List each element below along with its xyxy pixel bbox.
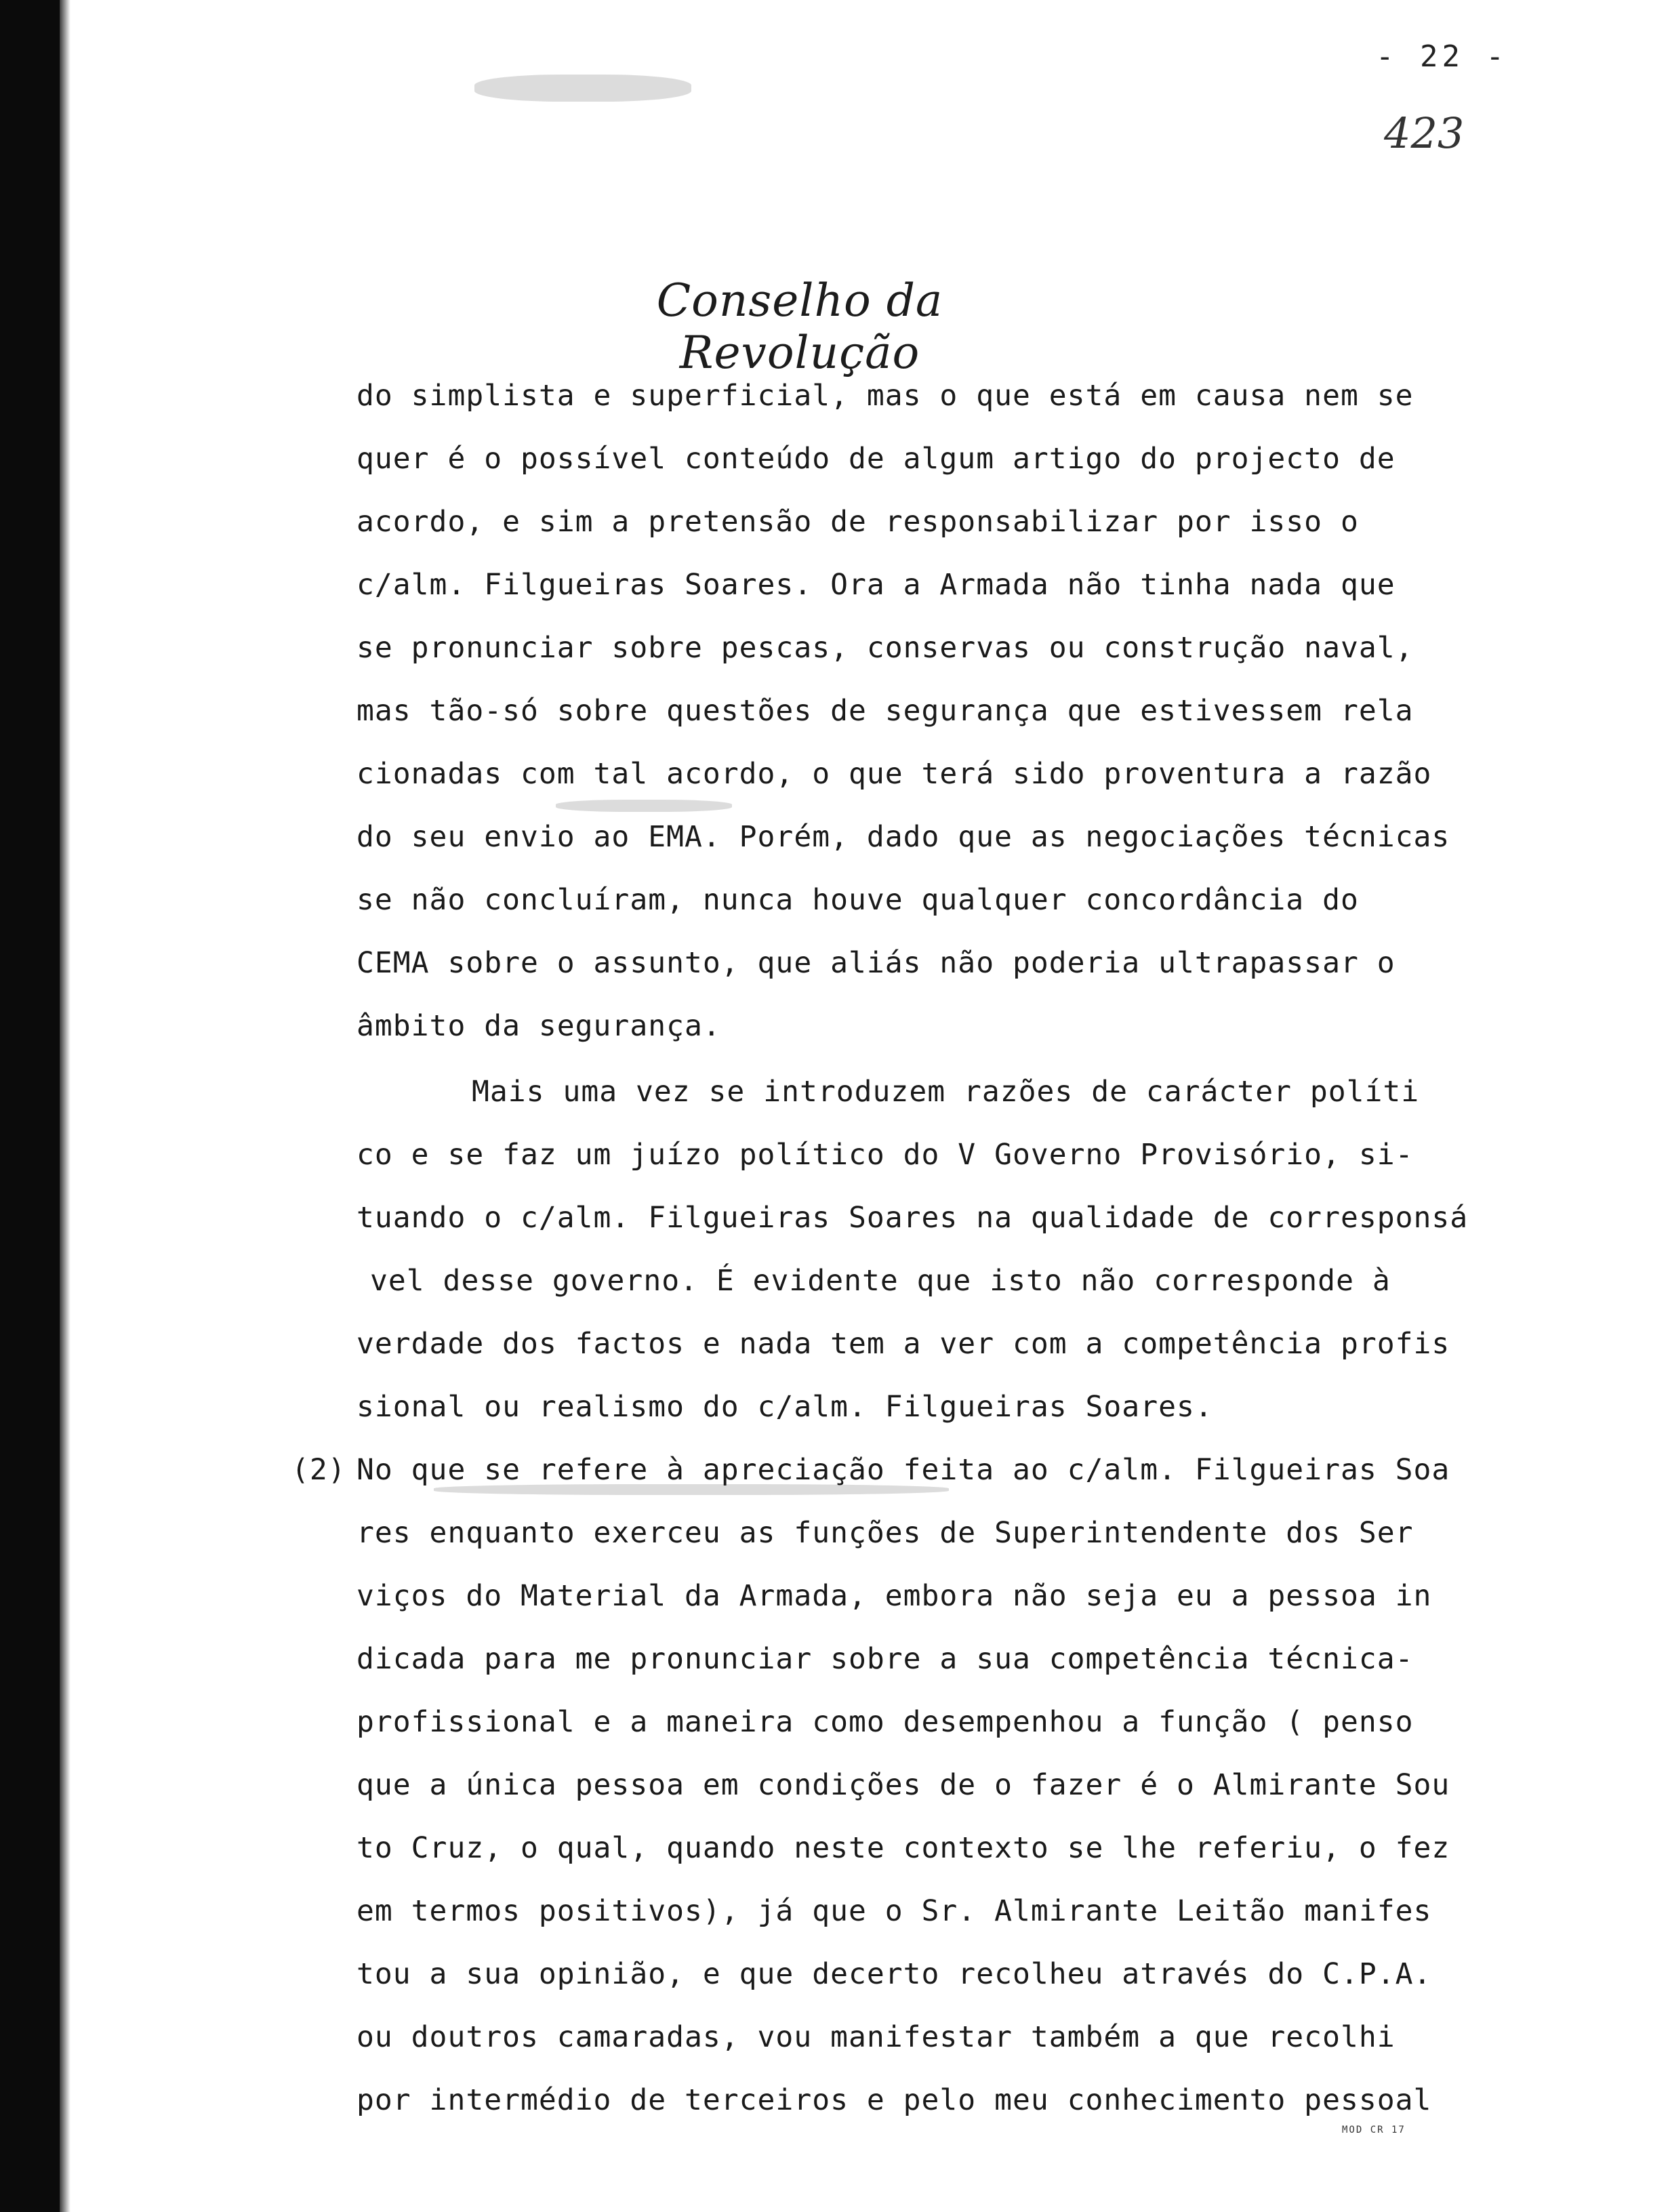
text-line: do seu envio ao EMA. Porém, dado que as negociações técnicas <box>357 820 1450 854</box>
handwritten-folio-number: 423 <box>1384 108 1465 158</box>
text-line: por intermédio de terceiros e pelo meu conhecimento pessoal <box>357 2083 1432 2117</box>
text-line: que a única pessoa em condições de o fazer é o Almirante Sou <box>357 1768 1450 1802</box>
scan-smudge <box>474 75 691 102</box>
text-line: vel desse governo. É evidente que isto não corresponde à <box>370 1264 1391 1298</box>
text-line: do simplista e superficial, mas o que está em causa nem se <box>357 379 1414 413</box>
binding-shadow-strip <box>0 0 60 2212</box>
page-number: - 22 - <box>1376 39 1508 74</box>
form-code: MOD CR 17 <box>1342 2125 1406 2135</box>
scan-smudge <box>556 800 732 812</box>
text-line: tou a sua opinião, e que decerto recolheu através do C.P.A. <box>357 1957 1432 1991</box>
paragraph-1 <box>357 365 1468 1058</box>
text-line: to Cruz, o qual, quando neste contexto se lhe referiu, o fez <box>357 1831 1450 1865</box>
text-line: âmbito da segurança. <box>357 1009 721 1043</box>
text-line: se pronunciar sobre pescas, conservas ou construção naval, <box>357 631 1414 665</box>
text-line: cionadas com tal acordo, o que terá sido proventura a razão <box>357 757 1432 791</box>
text-line: c/alm. Filgueiras Soares. Ora a Armada não tinha nada que <box>357 568 1396 602</box>
text-line: em termos positivos), já que o Sr. Almirante Leitão manifes <box>357 1894 1432 1928</box>
text-line: ou doutros camaradas, vou manifestar também a que recolhi <box>357 2020 1396 2054</box>
letterhead-title: Conselho da Revolução <box>656 274 943 379</box>
paragraph-2 <box>357 1061 1468 1439</box>
text-line: dicada para me pronunciar sobre a sua competência técnica- <box>357 1642 1414 1676</box>
text-line: tuando o c/alm. Filgueiras Soares na qualidade de corresponsá <box>357 1201 1469 1235</box>
text-line: quer é o possível conteúdo de algum artigo do projecto de <box>357 442 1396 476</box>
text-line: mas tão-só sobre questões de segurança que estivessem rela <box>357 694 1414 728</box>
text-line: sional ou realismo do c/alm. Filgueiras Soares. <box>357 1390 1213 1424</box>
text-line: verdade dos factos e nada tem a ver com a competência profis <box>357 1327 1450 1361</box>
text-line: Mais uma vez se introduzem razões de carácter políti <box>472 1075 1420 1109</box>
text-line: profissional e a maneira como desempenhou a função ( penso <box>357 1705 1414 1739</box>
text-line: CEMA sobre o assunto, que aliás não poderia ultrapassar o <box>357 946 1396 980</box>
text-line: se não concluíram, nunca houve qualquer concordância do <box>357 883 1359 917</box>
text-line: acordo, e sim a pretensão de responsabilizar por isso o <box>357 505 1359 539</box>
paragraph-3 <box>291 1439 1468 2132</box>
text-line: viços do Material da Armada, embora não seja eu a pessoa in <box>357 1579 1432 1613</box>
text-line: res enquanto exerceu as funções de Superintendente dos Ser <box>357 1516 1414 1550</box>
text-line: co e se faz um juízo político do V Governo Provisório, si- <box>357 1138 1414 1172</box>
scan-smudge <box>434 1484 949 1495</box>
item-marker: (2) <box>291 1453 346 1487</box>
text-line: No que se refere à apreciação feita ao c/alm. Filgueiras Soa <box>357 1453 1450 1487</box>
